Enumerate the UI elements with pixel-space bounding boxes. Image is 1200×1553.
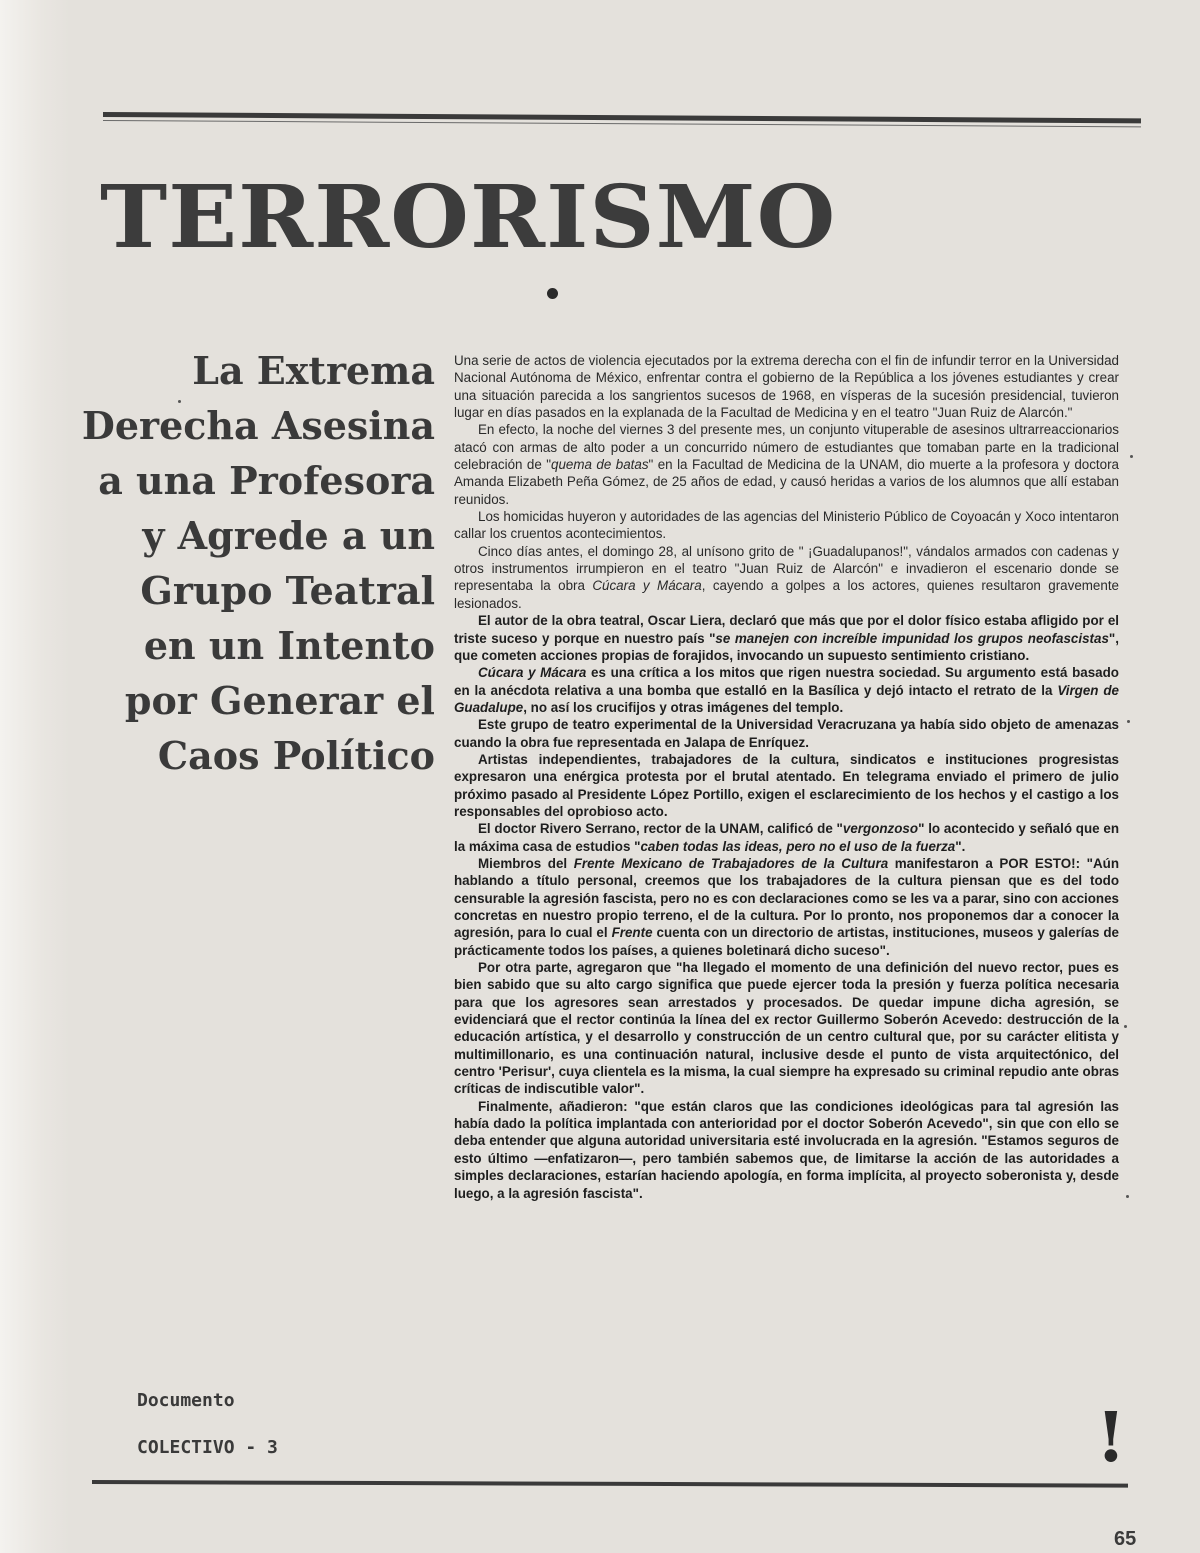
article-paragraph [454,716,1119,751]
print-speck [1130,455,1133,458]
italic-text: se manejen con increíble impunidad los grupos neofascistas [715,630,1109,646]
paragraph-text: Finalmente, añadieron: "que están claros que las condiciones ideológicas para tal agresión las había dado la política implantada con anterioridad por el doctor Soberón Acevedo", sin que con ello se deba entender que alguna autoridad universitaria esté involucrada en la agresión. "Estamos seguros de esto último —enfatizaron—, pero también sabemos que, de limitarse la acción de las autoridades a simples declaraciones, estarían haciendo apología, en forma implícita, al proyecto soberonista y, desde luego, a la agresión fascista". [454,1098,1119,1201]
paragraph-text: Miembros del [478,855,574,871]
paragraph-text: El doctor Rivero Serrano, rector de la UNAM, calificó de " [478,821,843,837]
paragraph-text: Los homicidas huyeron y autoridades de las agencias del Ministerio Público de Coyoacán y Xoco intentaron callar los cruentos acontecimientos. [454,509,1119,542]
article-paragraph [454,855,1119,959]
paragraph-text: Cinco días antes, el domingo 28, al unísono grito de " ¡Guadalupanos!", vándalos armados con cadenas y otros instrumentos irrumpieron en el teatro "Juan Ruiz de Alarcón" e invadieron el escenario donde se representaba la obra [454,543,1119,594]
headline-line: La Extrema [192,348,435,393]
italic-text: Frente Mexicano de Trabajadores de la Cultura [573,855,889,871]
print-speck [178,400,181,403]
paragraph-text: El autor de la obra teatral, Oscar Liera, declaró que más que por el dolor físico estaba afligido por el triste suceso y porque en nuestro país " [454,613,1119,646]
paragraph-text: En efecto, la noche del viernes 3 del presente mes, un conjunto vituperable de asesinos ultrarreaccionarios atacó con armas de alto poder a un concurrido número de estudiantes que tomaban parte en la tradicional celebración de " [454,422,1119,473]
italic-text: vergonzoso [842,821,919,837]
print-speck [1126,1195,1129,1198]
bottom-rule [92,1480,1128,1488]
italic-text: Frente [611,925,653,941]
paragraph-text: " en la Facultad de Medicina de la UNAM, dio muerte a la profesora y doctora Amanda Elizabeth Peña Gómez, de 25 años de edad, y causó heridas a varios de los alumnos que allí estaban reunidos. [454,457,1119,507]
paragraph-text: , cayendo a golpes a los actores, quienes resultaron gravemente lesionados. [454,578,1119,611]
paragraph-text: es una crítica a los mitos que rigen nuestra sociedad. Su argumento está basado en la anécdota relativa a una bomba que estalló en la Basílica y dejó intacto el retrato de la [454,665,1119,698]
article-body [454,352,1119,1202]
article-paragraph [454,820,1119,855]
paragraph-text: Una serie de actos de violencia ejecutados por la extrema derecha con el fin de infundir terror en la Universidad Nacional Autónoma de México, enfrentar contra el gobierno de la República a los jóvenes estudiantes y crear una situación parecida a los sangrientos sucesos de 1968, en vísperas de la sucesión presidencial, tuvieron lugar en días pasados en la explanada de la Facultad de Medicina y en el teatro "Juan Ruiz de Alarcón." [454,353,1119,421]
article-paragraph [454,751,1119,820]
bullet-dot [547,288,558,299]
italic-text: Virgen de Guadalupe [454,682,1119,715]
italic-text: caben todas las ideas, pero no el uso de la fuerza [640,838,956,854]
section-title: TERRORISMO [100,167,837,268]
italic-text: Cúcara y Mácara [478,665,587,681]
headline-line: Derecha Asesina [81,403,435,448]
italic-text: quema de batas [551,457,649,473]
article-paragraph [454,352,1119,421]
headline-line: Caos Político [157,733,435,778]
paragraph-text: " lo acontecido y señaló que en la máxima casa de estudios " [454,821,1119,854]
document-label: Documento [137,1390,235,1411]
paragraph-text: manifestaron a POR ESTO!: "Aún hablando a título personal, creemos que los trabajadores de la cultura piensan que es del todo censurable la agresión fascista, pero no es con declaraciones como se les va a parar, sino con acciones concretas en nuestro propio terreno, el de la cultura. Por lo pronto, nos proponemos dar a conocer la agresión, para lo cual el [454,855,1119,941]
paragraph-text: Por otra parte, agregaron que "ha llegado el momento de una definición del nuevo rector, pues es bien sabido que su alto cargo significa que puede ejercer toda la presión y fuerza política necesaria para que los agresores sean arrestados y procesados. De quedar impune dicha agresión, se evidenciará que el rector continúa la línea del ex rector Guillermo Soberón Acevedo: destrucción de la educación artística, y el desarrollo y construcción de un centro cultural que, por su carácter elitista y multimillonario, es una continuación natural, inclusive desde el punto de vista arquitectónico, del centro 'Perisur', cuya clientela es la misma, la cual siempre ha expresado su criminal repudio ante obras críticas de indiscutible valor". [454,960,1120,1097]
paragraph-text: Este grupo de teatro experimental de la Universidad Veracruzana ya había sido objeto de amenazas cuando la obra fue representada en Jalapa de Enríquez. [454,717,1119,750]
headline-line: a una Profesora [98,458,435,503]
article-paragraph [454,612,1119,664]
article-paragraph [454,508,1119,543]
italic-text: Cúcara y Mácara [592,578,702,594]
article-paragraph [454,959,1119,1098]
headline [60,343,435,783]
headline-line: en un Intento [143,623,435,668]
headline-line: Grupo Teatral [140,568,435,613]
article-paragraph [454,664,1119,716]
collective-label: COLECTIVO - 3 [137,1437,278,1458]
paragraph-text: , no así los crucifijos y otras imágenes del templo. [523,699,844,715]
exclamation-mark: ! [1096,1398,1126,1478]
print-speck [1124,1025,1127,1028]
headline-line: y Agrede a un [142,513,435,558]
paragraph-text: ", que cometen acciones propias de forajidos, invocando un supuesto sentimiento cristiano. [454,630,1119,663]
paragraph-text: ". [955,838,966,854]
article-paragraph [454,543,1119,612]
print-speck [1127,720,1130,723]
paragraph-text: Artistas independientes, trabajadores de la cultura, sindicatos e instituciones progresistas expresaron una enérgica protesta por el brutal atentado. En telegrama enviado el primero de julio próximo pasado al Presidente López Portillo, exigen el esclarecimiento de los hechos y el castigo a los responsables del oprobioso acto. [454,751,1119,819]
page-number: 65 [1114,1528,1137,1550]
headline-line: por Generar el [124,678,435,723]
article-paragraph [454,1098,1119,1202]
article-paragraph [454,421,1119,508]
paragraph-text: cuenta con un directorio de artistas, instituciones, museos y galerías de prácticamente todos los países, a quienes boletinará dicho suceso". [454,925,1119,958]
